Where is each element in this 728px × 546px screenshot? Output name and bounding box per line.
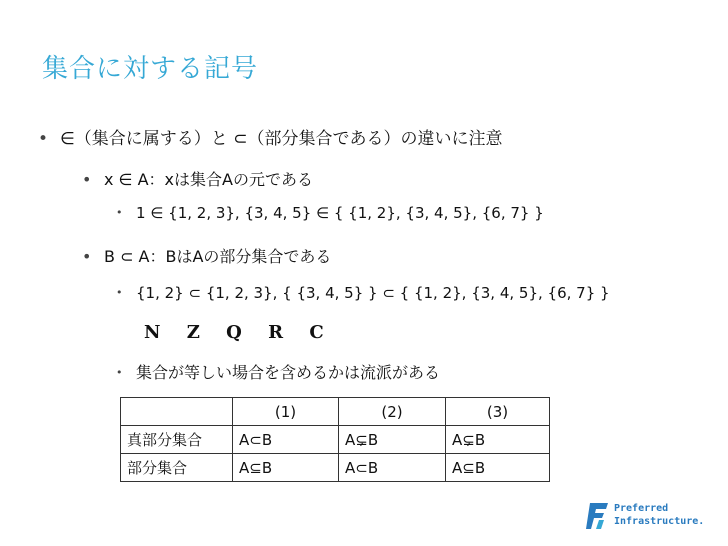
table-row xyxy=(121,426,550,454)
set-symbol-n: N xyxy=(144,322,162,343)
table-cell: A⊂B xyxy=(233,426,339,454)
table-cell: A⊊B xyxy=(446,426,550,454)
table-header-cell xyxy=(121,398,233,426)
set-symbol-r: R xyxy=(268,322,285,343)
bullet-note xyxy=(116,360,440,383)
bullet-subset-example xyxy=(116,284,610,302)
table-row-label: 真部分集合 xyxy=(121,426,233,454)
element-example-text: 1 ∈ {1, 2, 3}, {3, 4, 5} ∈ { {1, 2}, {3, 4, 5}, {6, 7} } xyxy=(136,204,544,222)
bullet-main xyxy=(38,124,502,149)
number-sets xyxy=(144,322,343,343)
logo-line-2: Infrastructure. xyxy=(614,516,705,527)
bullet-subset-definition xyxy=(82,244,331,267)
slide-title: 集合に対する記号 xyxy=(42,54,259,84)
set-symbol-z: Z xyxy=(186,322,201,343)
set-symbol-c: C xyxy=(309,322,325,343)
subset-example-text: {1, 2} ⊂ {1, 2, 3}, { {3, 4, 5} } ⊂ { {1, 2}, {3, 4, 5}, {6, 7} } xyxy=(136,284,610,302)
bullet-dot: • xyxy=(82,247,92,266)
table-cell: A⊆B xyxy=(233,454,339,482)
company-logo xyxy=(586,500,714,534)
table-header-row xyxy=(121,398,550,426)
bullet-dot: • xyxy=(82,170,92,189)
bullet-dot: • xyxy=(116,206,123,219)
notation-comparison-table xyxy=(120,397,550,482)
table-header-cell: (3) xyxy=(446,398,550,426)
set-symbol-q: Q xyxy=(226,322,243,343)
bullet-element-example xyxy=(116,204,544,222)
logo-mark-icon xyxy=(586,501,610,531)
table-cell: A⊆B xyxy=(446,454,550,482)
element-definition-text: x ∈ A：xは集合Aの元である xyxy=(104,170,313,189)
table-row xyxy=(121,454,550,482)
table-row-label: 部分集合 xyxy=(121,454,233,482)
bullet-dot: • xyxy=(116,366,123,379)
logo-line-1: Preferred xyxy=(614,503,669,514)
bullet-dot: • xyxy=(116,286,123,299)
table-header-cell: (2) xyxy=(339,398,446,426)
bullet-dot: • xyxy=(38,129,49,149)
subset-definition-text: B ⊂ A：BはAの部分集合である xyxy=(104,247,332,266)
bullet-main-text: ∈（集合に属する）と ⊂（部分集合である）の違いに注意 xyxy=(60,129,503,149)
logo-text xyxy=(614,502,704,528)
bullet-element-definition xyxy=(82,167,313,190)
table-cell: A⊂B xyxy=(339,454,446,482)
table-header-cell: (1) xyxy=(233,398,339,426)
table-cell: A⊊B xyxy=(339,426,446,454)
note-text: 集合が等しい場合を含めるかは流派がある xyxy=(136,363,441,382)
